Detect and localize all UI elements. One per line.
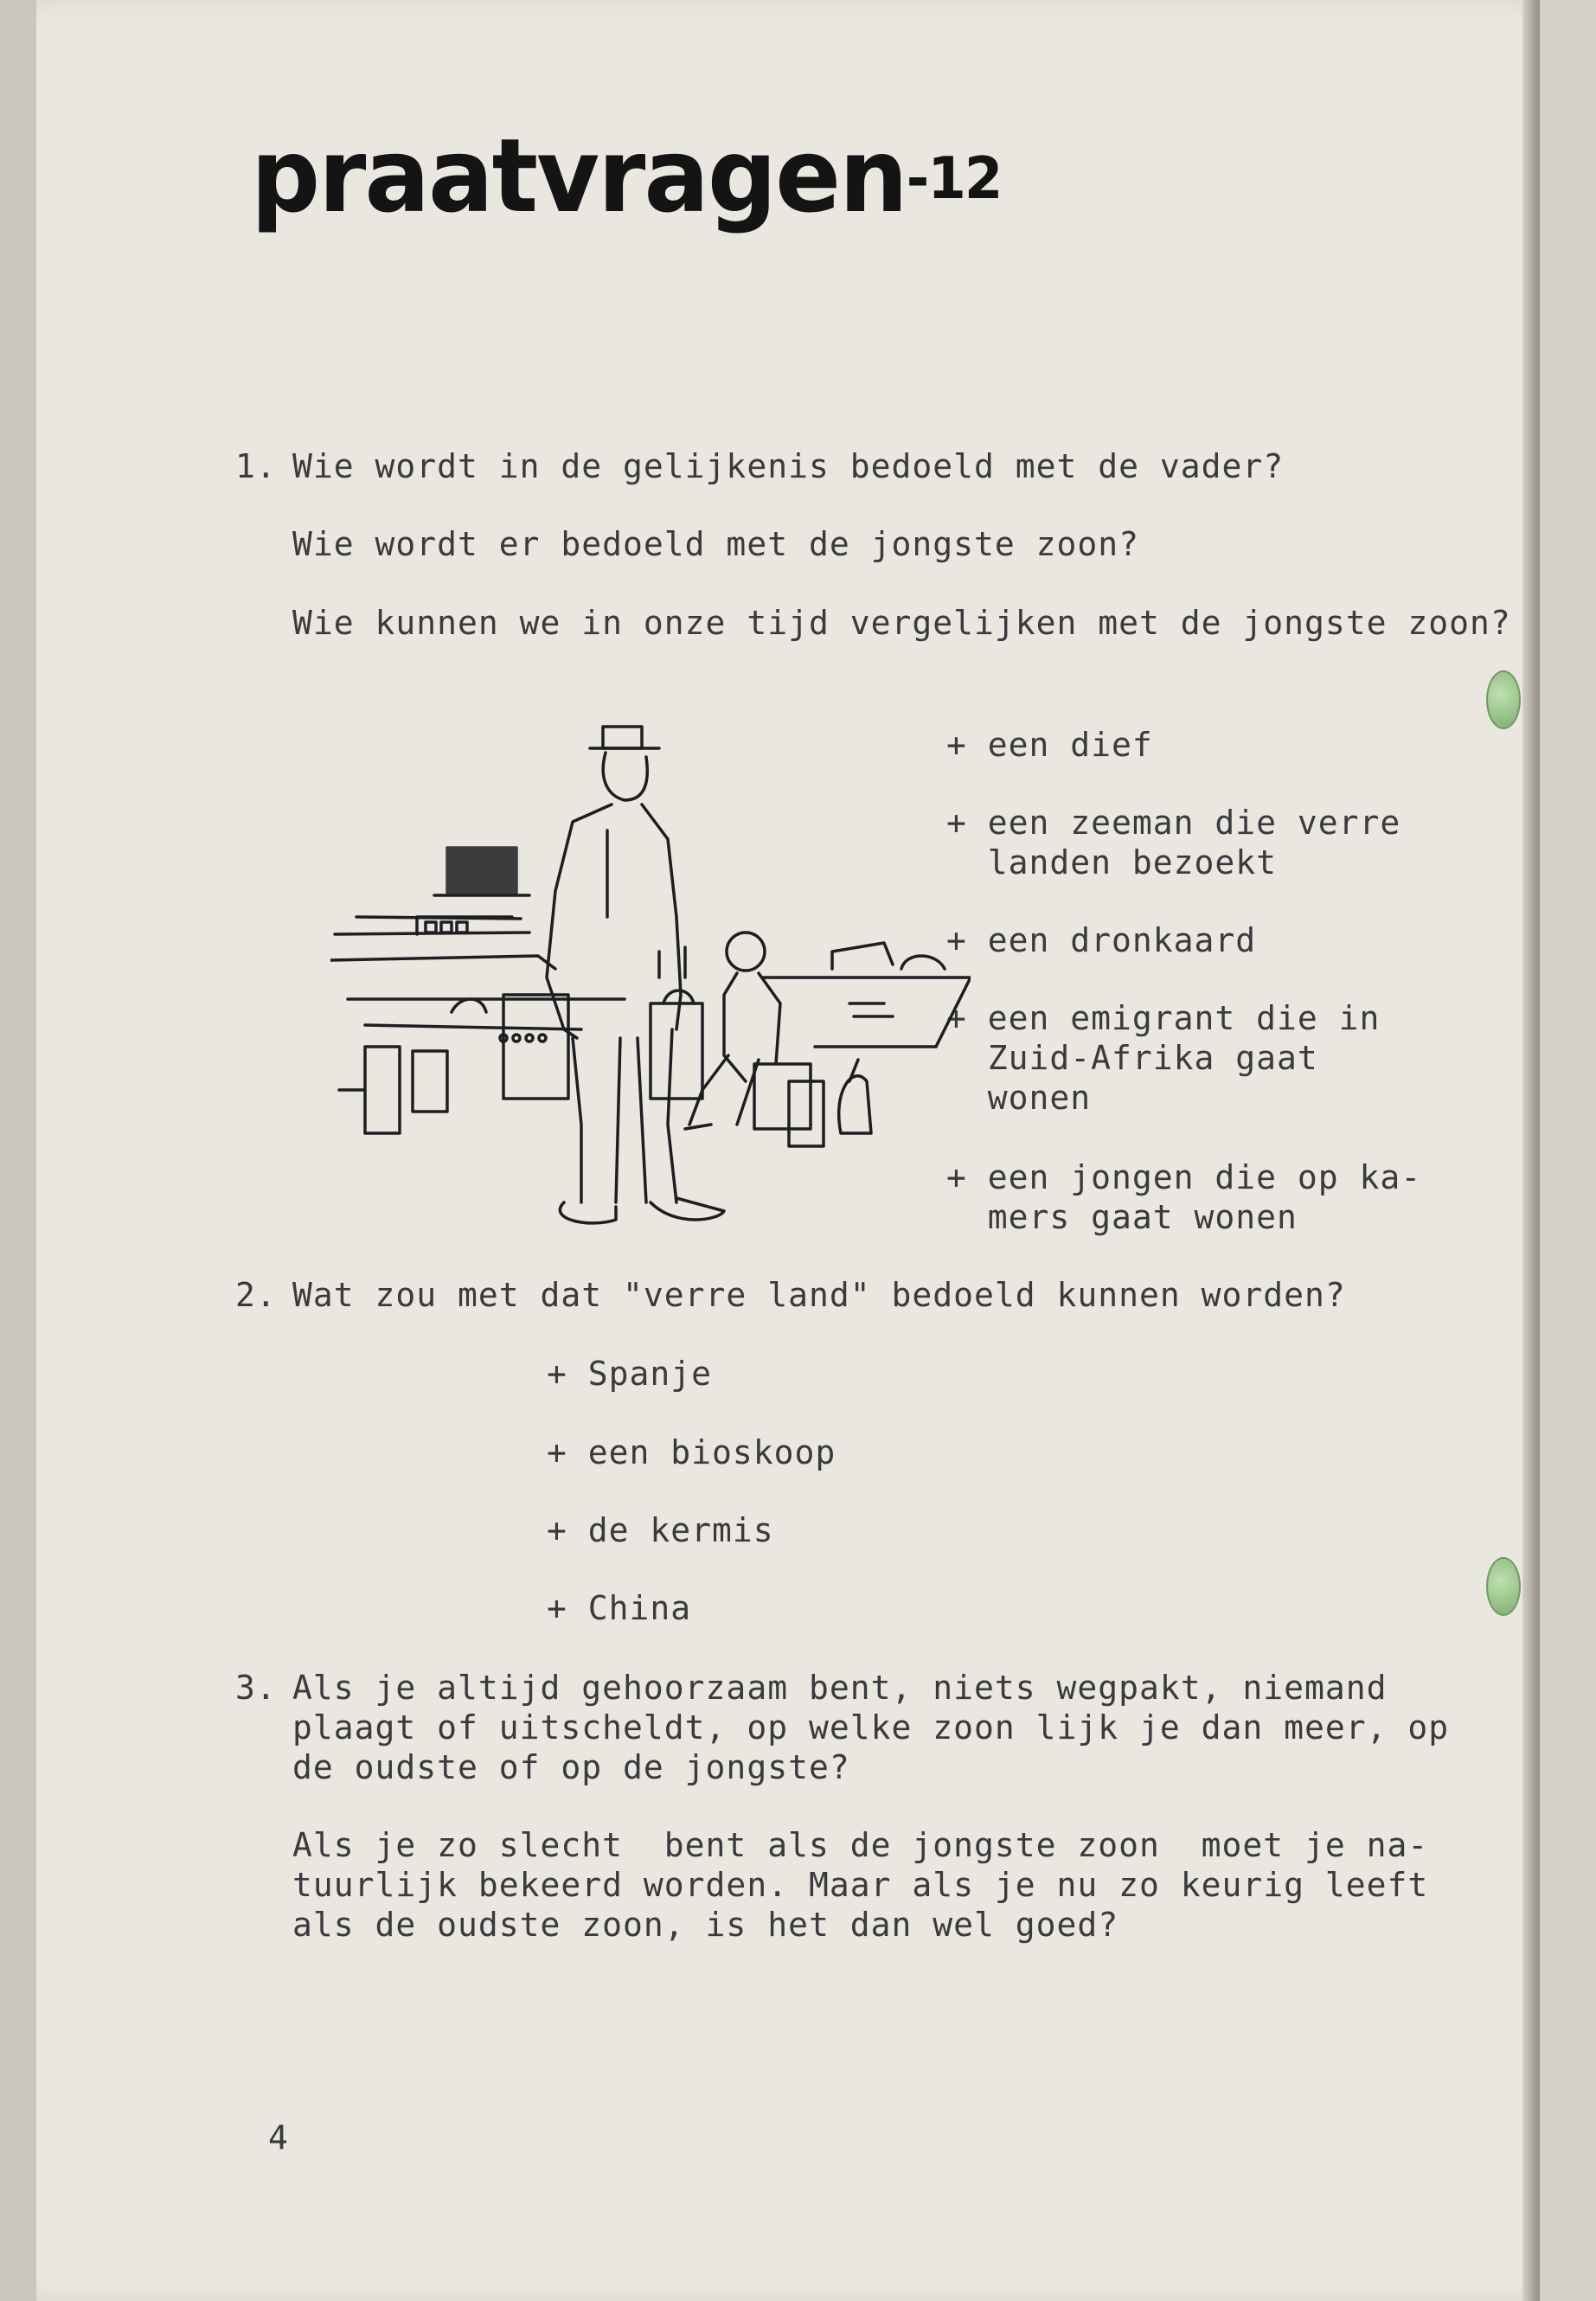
q1-line1: Wie wordt in de gelijkenis bedoeld met de vader?	[292, 447, 1285, 485]
q1-option-4: + een emigrant die in Zuid-Afrika gaat wonen	[946, 999, 1381, 1117]
binder-ring-icon	[1486, 1557, 1521, 1616]
q3-paragraph-1: Als je altijd gehoorzaam bent, niets wegpakt, niemand plaagt of uitscheldt, op welke zoon lijk je dan meer, op de oudste of op de jongste?	[292, 1669, 1450, 1786]
q3-number: 3.	[235, 1669, 277, 1707]
q3-paragraph-2: Als je zo slecht bent als de jongste zoon moet je na- tuurlijk bekeerd worden. Maar als je nu zo keurig leeft als de oudste zoon, is het dan wel goed?	[292, 1826, 1429, 1944]
q1-option-3: + een dronkaard	[946, 921, 1257, 959]
traveler-sketch-icon	[330, 718, 971, 1246]
q1-option-2: + een zeeman die verre landen bezoekt	[946, 804, 1401, 881]
q2-option-3: + de kermis	[547, 1511, 774, 1549]
q2-option-1: + Spanje	[547, 1355, 713, 1393]
document-page	[36, 0, 1559, 2301]
q1-line3: Wie kunnen we in onze tijd vergelijken met de jongste zoon?	[292, 604, 1511, 642]
q2-option-4: + China	[547, 1589, 692, 1627]
q1-option-5: + een jongen die op ka- mers gaat wonen	[946, 1158, 1422, 1236]
title-main: praatvragen	[251, 117, 907, 236]
page-edge	[1540, 0, 1596, 2301]
q2-option-2: + een bioskoop	[547, 1433, 836, 1471]
q2-text: Wat zou met dat "verre land" bedoeld kunnen worden?	[292, 1276, 1346, 1314]
page-spine	[1522, 0, 1540, 2301]
page-number: 4	[268, 2118, 289, 2157]
q1-number: 1.	[235, 447, 277, 485]
q1-line2: Wie wordt er bedoeld met de jongste zoon?	[292, 525, 1139, 563]
title-number: -12	[906, 145, 1002, 213]
q1-option-1: + een dief	[946, 726, 1153, 764]
page-title	[251, 117, 1002, 236]
q2-number: 2.	[235, 1276, 277, 1314]
binder-ring-icon	[1486, 670, 1521, 729]
